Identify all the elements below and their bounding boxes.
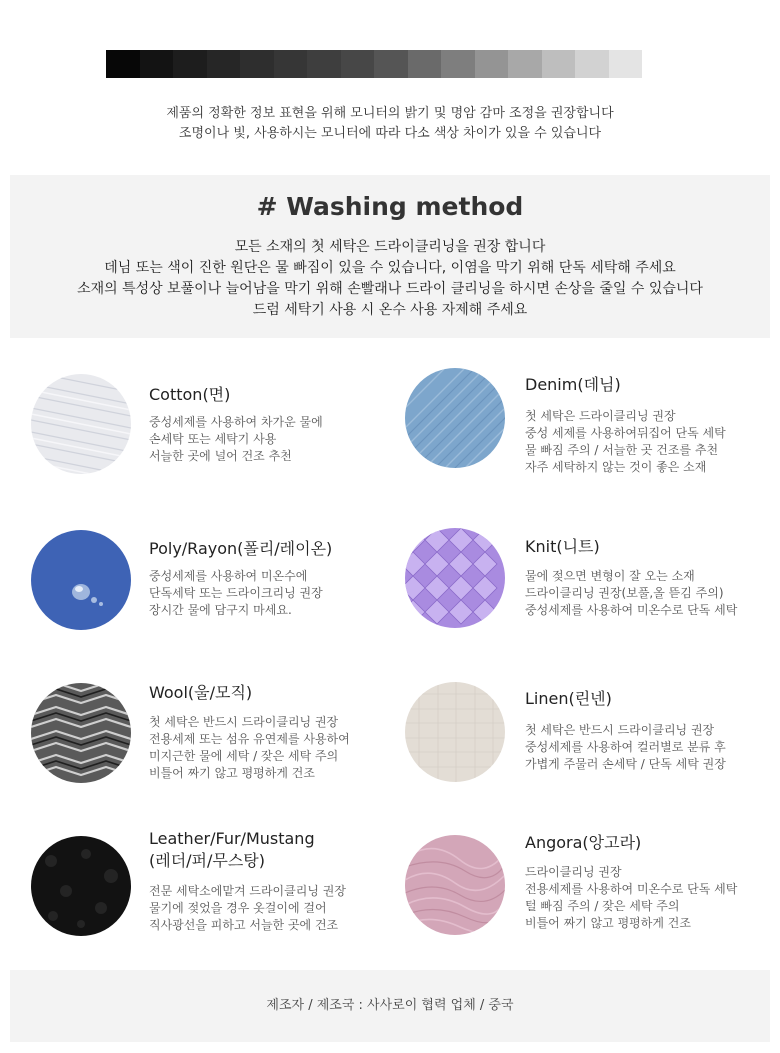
desc-line: 드라이클리닝 권장(보풀,올 뜯김 주의): [525, 586, 724, 600]
washing-line: 소재의 특성상 보풀이나 늘어남을 막기 위해 손빨래나 드라이 클리닝을 하시면 손상을 줄일 수 있습니다: [77, 281, 703, 297]
fabric-description: [149, 414, 323, 465]
desc-line: 자주 세탁하지 않는 것이 좋은 소재: [525, 460, 707, 474]
desc-line: 중성 세제를 사용하여뒤집어 단독 세탁: [525, 426, 726, 440]
washing-line: 데님 또는 색이 진한 원단은 물 빠짐이 있을 수 있습니다, 이염을 막기 위해 단독 세탁해 주세요: [104, 260, 676, 276]
washing-method-title: # Washing method: [256, 192, 524, 221]
denim-swatch: [405, 368, 505, 468]
notice-line-1: 제품의 정확한 정보 표현을 위해 모니터의 밝기 및 명암 감마 조정을 권장합니다: [166, 106, 614, 121]
desc-line: 미지근한 물에 세탁 / 잦은 세탁 주의: [149, 749, 339, 763]
gradient-swatch-12: [508, 50, 542, 78]
desc-line: 첫 세탁은 반드시 드라이클리닝 권장: [149, 715, 339, 729]
desc-line: 물기에 젖었을 경우 옷걸이에 걸어: [149, 901, 327, 915]
fabric-name: [149, 828, 315, 872]
desc-line: 물에 젖으면 변형이 잘 오는 소재: [525, 569, 695, 583]
desc-line: 전용세제 또는 섬유 유연제를 사용하여: [149, 732, 350, 746]
desc-line: 단독세탁 또는 드라이크리닝 권장: [149, 586, 323, 600]
washing-line: 드럼 세탁기 사용 시 온수 사용 자제해 주세요: [252, 302, 528, 318]
washing-line: 모든 소재의 첫 세탁은 드라이클리닝을 권장 합니다: [234, 239, 546, 255]
fabric-name-line: (레더/퍼/무스탕): [149, 851, 266, 870]
gradient-swatch-6: [307, 50, 341, 78]
fabric-name: Angora(앙고라): [525, 833, 642, 852]
fabric-name: Knit(니트): [525, 537, 600, 556]
gradient-swatch-11: [475, 50, 509, 78]
gradient-swatch-10: [441, 50, 475, 78]
desc-line: 물 빠짐 주의 / 서늘한 곳 건조를 추천: [525, 443, 719, 457]
desc-line: 첫 세탁은 반드시 드라이클리닝 권장: [525, 723, 715, 737]
fabric-description: [149, 714, 350, 782]
angora-swatch: [405, 835, 505, 935]
brightness-gradient-bar: [106, 50, 642, 78]
gradient-swatch-5: [274, 50, 308, 78]
desc-line: 드라이클리닝 권장: [525, 865, 622, 879]
desc-line: 중성세제를 사용하여 미온수로 단독 세탁: [525, 603, 738, 617]
fabric-description: [525, 568, 737, 619]
desc-line: 첫 세탁은 드라이클리닝 권장: [525, 409, 676, 423]
knit-swatch: [405, 528, 505, 628]
gradient-swatch-4: [240, 50, 274, 78]
gradient-swatch-7: [341, 50, 375, 78]
poly-rayon-swatch: [31, 530, 131, 630]
fabric-description: [525, 722, 726, 773]
gradient-swatch-2: [173, 50, 207, 78]
fabric-name: Denim(데님): [525, 375, 621, 394]
desc-line: 비틀어 짜기 않고 평평하게 건조: [149, 766, 315, 780]
desc-line: 서늘한 곳에 널어 건조 추천: [149, 449, 292, 463]
fabric-name: Cotton(면): [149, 385, 231, 404]
desc-line: 가볍게 주물러 손세탁 / 단독 세탁 권장: [525, 757, 726, 771]
gradient-swatch-14: [575, 50, 609, 78]
fabric-name: Poly/Rayon(폴리/레이온): [149, 539, 333, 558]
desc-line: 털 빠짐 주의 / 잦은 세탁 주의: [525, 899, 680, 913]
manufacturer-info: 제조자 / 제조국 : 사사로이 협력 업체 / 중국: [266, 998, 514, 1013]
desc-line: 전문 세탁소에맡겨 드라이클리닝 권장: [149, 884, 346, 898]
gradient-swatch-3: [207, 50, 241, 78]
gradient-swatch-0: [106, 50, 140, 78]
fabric-description: [149, 568, 323, 619]
desc-line: 손세탁 또는 세탁기 사용: [149, 432, 277, 446]
linen-swatch: [405, 682, 505, 782]
gradient-swatch-15: [609, 50, 643, 78]
desc-line: 전용세제를 사용하여 미온수로 단독 세탁: [525, 882, 738, 896]
gradient-swatch-13: [542, 50, 576, 78]
desc-line: 중성세제를 사용하여 컬러별로 분류 후: [525, 740, 726, 754]
desc-line: 중성세제를 사용하여 차가운 물에: [149, 415, 323, 429]
wool-swatch: [31, 683, 131, 783]
fabric-name: Wool(울/모직): [149, 683, 253, 702]
leather-swatch: [31, 836, 131, 936]
notice-line-2: 조명이나 빛, 사용하시는 모니터에 따라 다소 색상 차이가 있을 수 있습니다: [178, 126, 602, 141]
cotton-swatch: [31, 374, 131, 474]
gradient-swatch-8: [374, 50, 408, 78]
desc-line: 직사광선을 피하고 서늘한 곳에 건조: [149, 918, 339, 932]
gradient-swatch-1: [140, 50, 174, 78]
monitor-notice: [0, 104, 780, 144]
fabric-name-line: Leather/Fur/Mustang: [149, 829, 315, 848]
washing-method-text: [0, 237, 780, 321]
fabric-name: Linen(린넨): [525, 689, 612, 708]
fabric-description: [149, 883, 346, 934]
fabric-description: [525, 864, 737, 932]
desc-line: 중성세제를 사용하여 미온수에: [149, 569, 308, 583]
desc-line: 비틀어 짜기 않고 평평하게 건조: [525, 916, 691, 930]
fabric-description: [525, 408, 726, 476]
desc-line: 장시간 물에 담구지 마세요.: [149, 603, 292, 617]
gradient-swatch-9: [408, 50, 442, 78]
